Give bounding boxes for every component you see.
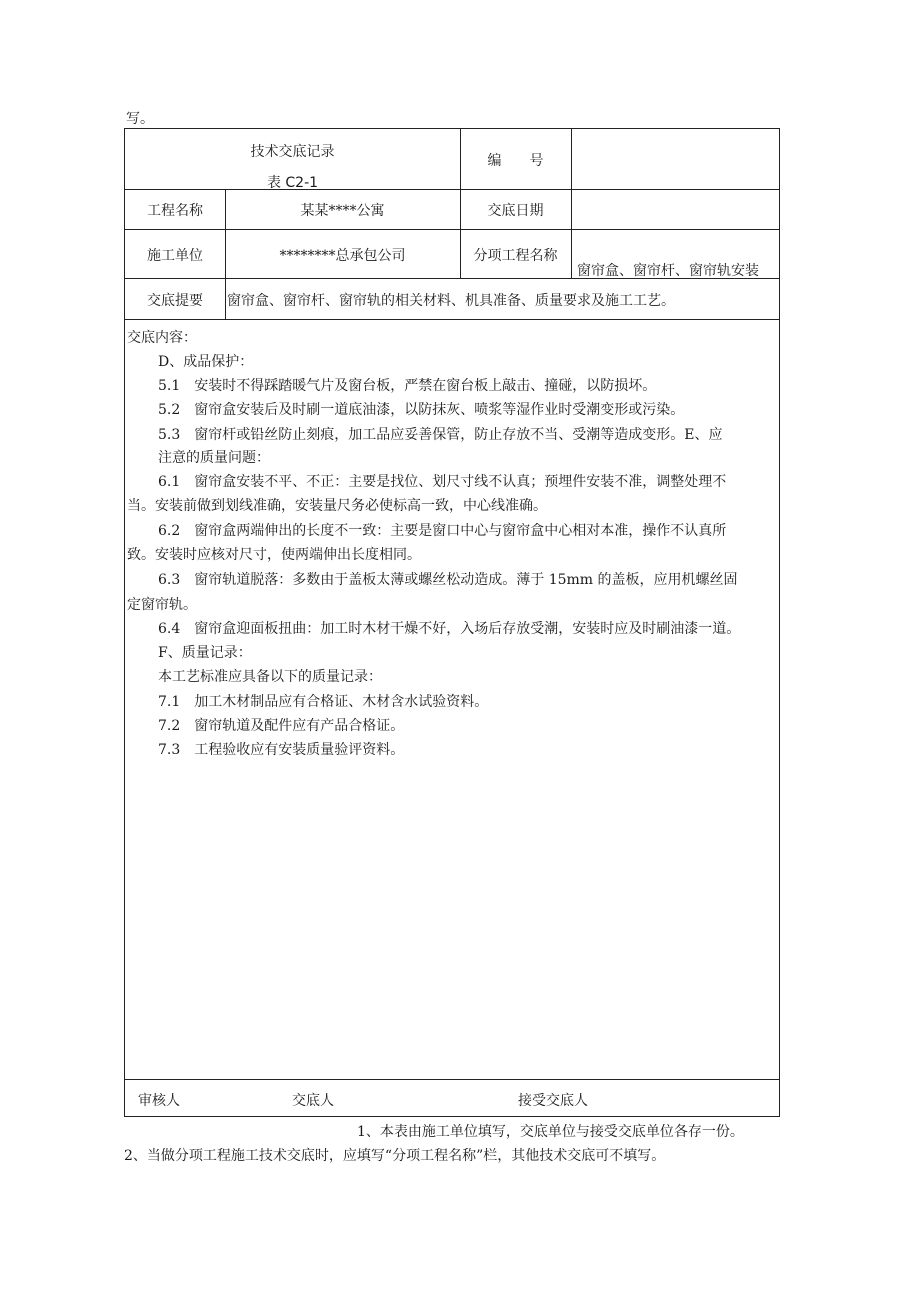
content-line: 注意的质量问题： <box>158 450 270 466</box>
content-line: D、成品保护： <box>158 354 254 370</box>
form-code: 表 C2-1 <box>266 175 319 191</box>
summary-value[interactable]: 窗帘盒、窗帘杆、窗帘轨的相关材料、机具准备、质量要求及施工工艺。 <box>227 293 675 309</box>
summary-label: 交底提要 <box>147 293 203 309</box>
form-title: 技术交底记录 <box>250 144 335 160</box>
content-line: 5.2 窗帘盒安装后及时刷一道底油漆，以防抹灰、喷浆等湿作业时受潮变形或污染。 <box>158 402 685 418</box>
content-line: 6.3 窗帘轨道脱落：多数由于盖板太薄或螺丝松动造成。薄于 15mm 的盖板，应用机螺丝固 <box>158 572 738 588</box>
content-line: 定窗帘轨。 <box>127 597 197 613</box>
top-text-fragment: 写。 <box>126 111 154 127</box>
project-name-value[interactable]: 某某****公寓 <box>300 203 385 219</box>
content-line: 当。安装前做到划线准确，安装量尺务必使标高一致，中心线准确。 <box>127 498 547 514</box>
note-1: 1、本表由施工单位填写，交底单位与接受交底单位各存一份。 <box>357 1124 744 1140</box>
handover-label: 交底人 <box>292 1093 334 1109</box>
subproject-label: 分项工程名称 <box>473 248 558 264</box>
content-line: 7.1 加工木材制品应有合格证、木材含水试验资料。 <box>158 694 489 710</box>
col-divider <box>571 129 572 278</box>
content-line: 6.2 窗帘盒两端伸出的长度不一致：主要是窗口中心与窗帘盒中心相对本准，操作不认真所 <box>158 523 727 539</box>
content-line: 5.3 窗帘杆或铅丝防止刻痕，加工品应妥善保管，防止存放不当、受潮等造成变形。E、应 <box>158 427 723 443</box>
content-line: 6.1 窗帘盒安装不平、不正：主要是找位、划尺寸线不认真；预埋件安装不准，调整处理不 <box>158 474 727 490</box>
date-label: 交底日期 <box>487 203 544 219</box>
content-line: 7.3 工程验收应有安装质量验评资料。 <box>158 742 405 758</box>
row-divider <box>125 1079 779 1080</box>
content-line: 本工艺标准应具备以下的质量记录： <box>158 669 382 685</box>
content-line: 致。安装时应核对尺寸，使两端伸出长度相同。 <box>127 547 421 563</box>
content-line: 7.2 窗帘轨道及配件应有产品合格证。 <box>158 718 405 734</box>
number-label: 编 号 <box>487 153 544 169</box>
receiver-label: 接受交底人 <box>518 1093 588 1109</box>
project-name-label: 工程名称 <box>147 203 203 219</box>
content-line: 6.4 窗帘盒迎面板扭曲：加工时木材干燥不好，入场后存放受潮，安装时应及时刷油漆一道。 <box>158 621 741 637</box>
contractor-value[interactable]: ********总承包公司 <box>279 248 406 264</box>
reviewer-label: 审核人 <box>138 1093 180 1109</box>
contractor-label: 施工单位 <box>147 248 203 264</box>
content-line: 5.1 安装时不得踩踏暖气片及窗台板，严禁在窗台板上敲击、撞碰，以防损坏。 <box>158 378 657 394</box>
row-divider <box>125 319 779 320</box>
note-2: 2、当做分项工程施工技术交底时，应填写“分项工程名称”栏，其他技术交底可不填写。 <box>124 1148 666 1164</box>
subproject-value[interactable]: 窗帘盒、窗帘杆、窗帘轨安装 <box>577 263 759 279</box>
content-line: F、质量记录： <box>158 645 252 661</box>
technical-briefing-form <box>124 128 780 1117</box>
content-label: 交底内容： <box>127 330 197 346</box>
row-divider <box>125 229 779 230</box>
